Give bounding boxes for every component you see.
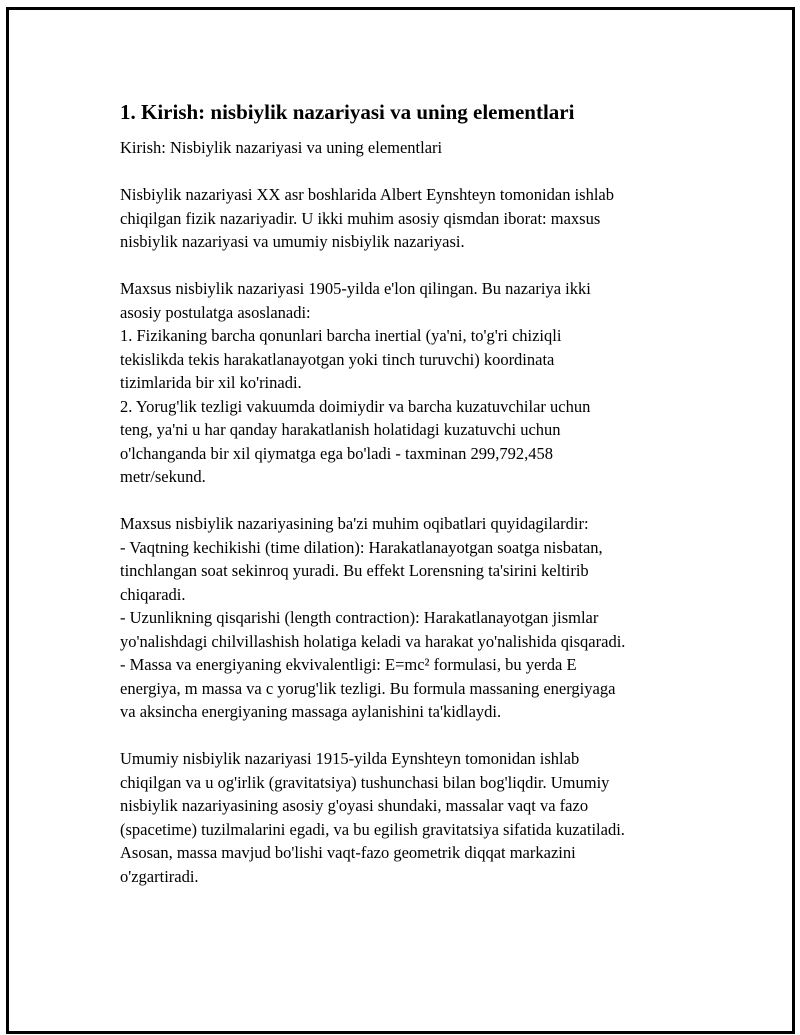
paragraph-line: teng, ya'ni u har qanday harakatlanish holatidagi kuzatuvchi uchun xyxy=(120,420,561,439)
paragraph-line: 1. Fizikaning barcha qonunlari barcha inertial (ya'ni, to'g'ri chiziqli xyxy=(120,326,562,345)
paragraph-line: o'lchanganda bir xil qiymatga ega bo'ladi - taxminan 299,792,458 xyxy=(120,443,554,463)
paragraph-line: energiya, m massa va c yorug'lik tezligi. Bu formula massaning energiyaga xyxy=(120,678,616,698)
paragraph-line: Umumiy nisbiylik nazariyasi 1915-yilda Eynshteyn tomonidan ishlab xyxy=(120,749,580,768)
document-body xyxy=(120,98,700,912)
paragraph-intro xyxy=(120,183,700,254)
page-frame xyxy=(6,7,795,1034)
paragraph-line: chiqilgan fizik nazariyadir. U ikki muhim asosiy qismdan iborat: maxsus xyxy=(120,208,601,228)
paragraph-line: Asosan, massa mavjud bo'lishi vaqt-fazo geometrik diqqat markazini xyxy=(120,843,576,862)
paragraph-general-relativity xyxy=(120,747,700,888)
paragraph-line: metr/sekund. xyxy=(120,467,206,486)
document-subtitle: Kirish: Nisbiylik nazariyasi va uning elementlari xyxy=(120,138,443,157)
paragraph-special-relativity xyxy=(120,277,700,489)
paragraph-line: o'zgartiradi. xyxy=(120,866,199,886)
paragraph-line: tekislikda tekis harakatlanayotgan yoki tinch turuvchi) koordinata xyxy=(120,349,555,369)
paragraph-line: tinchlangan soat sekinroq yuradi. Bu effekt Lorensning ta'sirini keltirib xyxy=(120,561,589,580)
paragraph-line: asosiy postulatga asoslanadi: xyxy=(120,302,311,322)
paragraph-line: nisbiylik nazariyasining asosiy g'oyasi shundaki, massalar vaqt va fazo xyxy=(120,796,589,815)
paragraph-line: - Uzunlikning qisqarishi (length contraction): Harakatlanayotgan jismlar xyxy=(120,608,599,627)
paragraph-line: va aksincha energiyaning massaga aylanishini ta'kidlaydi. xyxy=(120,702,502,721)
paragraph-line: nisbiylik nazariyasi va umumiy nisbiylik nazariyasi. xyxy=(120,232,465,251)
paragraph-line: yo'nalishdagi chilvillashish holatiga keladi va harakat yo'nalishida qisqaradi. xyxy=(120,631,626,651)
paragraph-line: Maxsus nisbiylik nazariyasining ba'zi muhim oqibatlari quyidagilardir: xyxy=(120,514,589,533)
paragraph-line: chiqaradi. xyxy=(120,584,186,604)
paragraph-line: - Massa va energiyaning ekvivalentligi: E=mc² formulasi, bu yerda E xyxy=(120,655,577,674)
paragraph-line: Nisbiylik nazariyasi XX asr boshlarida Albert Eynshteyn tomonidan ishlab xyxy=(120,185,614,204)
paragraph-line: Maxsus nisbiylik nazariyasi 1905-yilda e'lon qilingan. Bu nazariya ikki xyxy=(120,279,591,298)
paragraph-consequences xyxy=(120,512,700,724)
paragraph-line: chiqilgan va u og'irlik (gravitatsiya) tushunchasi bilan bog'liqdir. Umumiy xyxy=(120,772,610,792)
paragraph-line: (spacetime) tuzilmalarini egadi, va bu egilish gravitatsiya sifatida kuzatiladi. xyxy=(120,819,625,839)
paragraph-line: 2. Yorug'lik tezligi vakuumda doimiydir va barcha kuzatuvchilar uchun xyxy=(120,396,591,416)
document-heading: 1. Kirish: nisbiylik nazariyasi va uning elementlari xyxy=(120,100,575,124)
paragraph-line: tizimlarida bir xil ko'rinadi. xyxy=(120,373,302,392)
paragraph-line: - Vaqtning kechikishi (time dilation): Harakatlanayotgan soatga nisbatan, xyxy=(120,537,603,557)
